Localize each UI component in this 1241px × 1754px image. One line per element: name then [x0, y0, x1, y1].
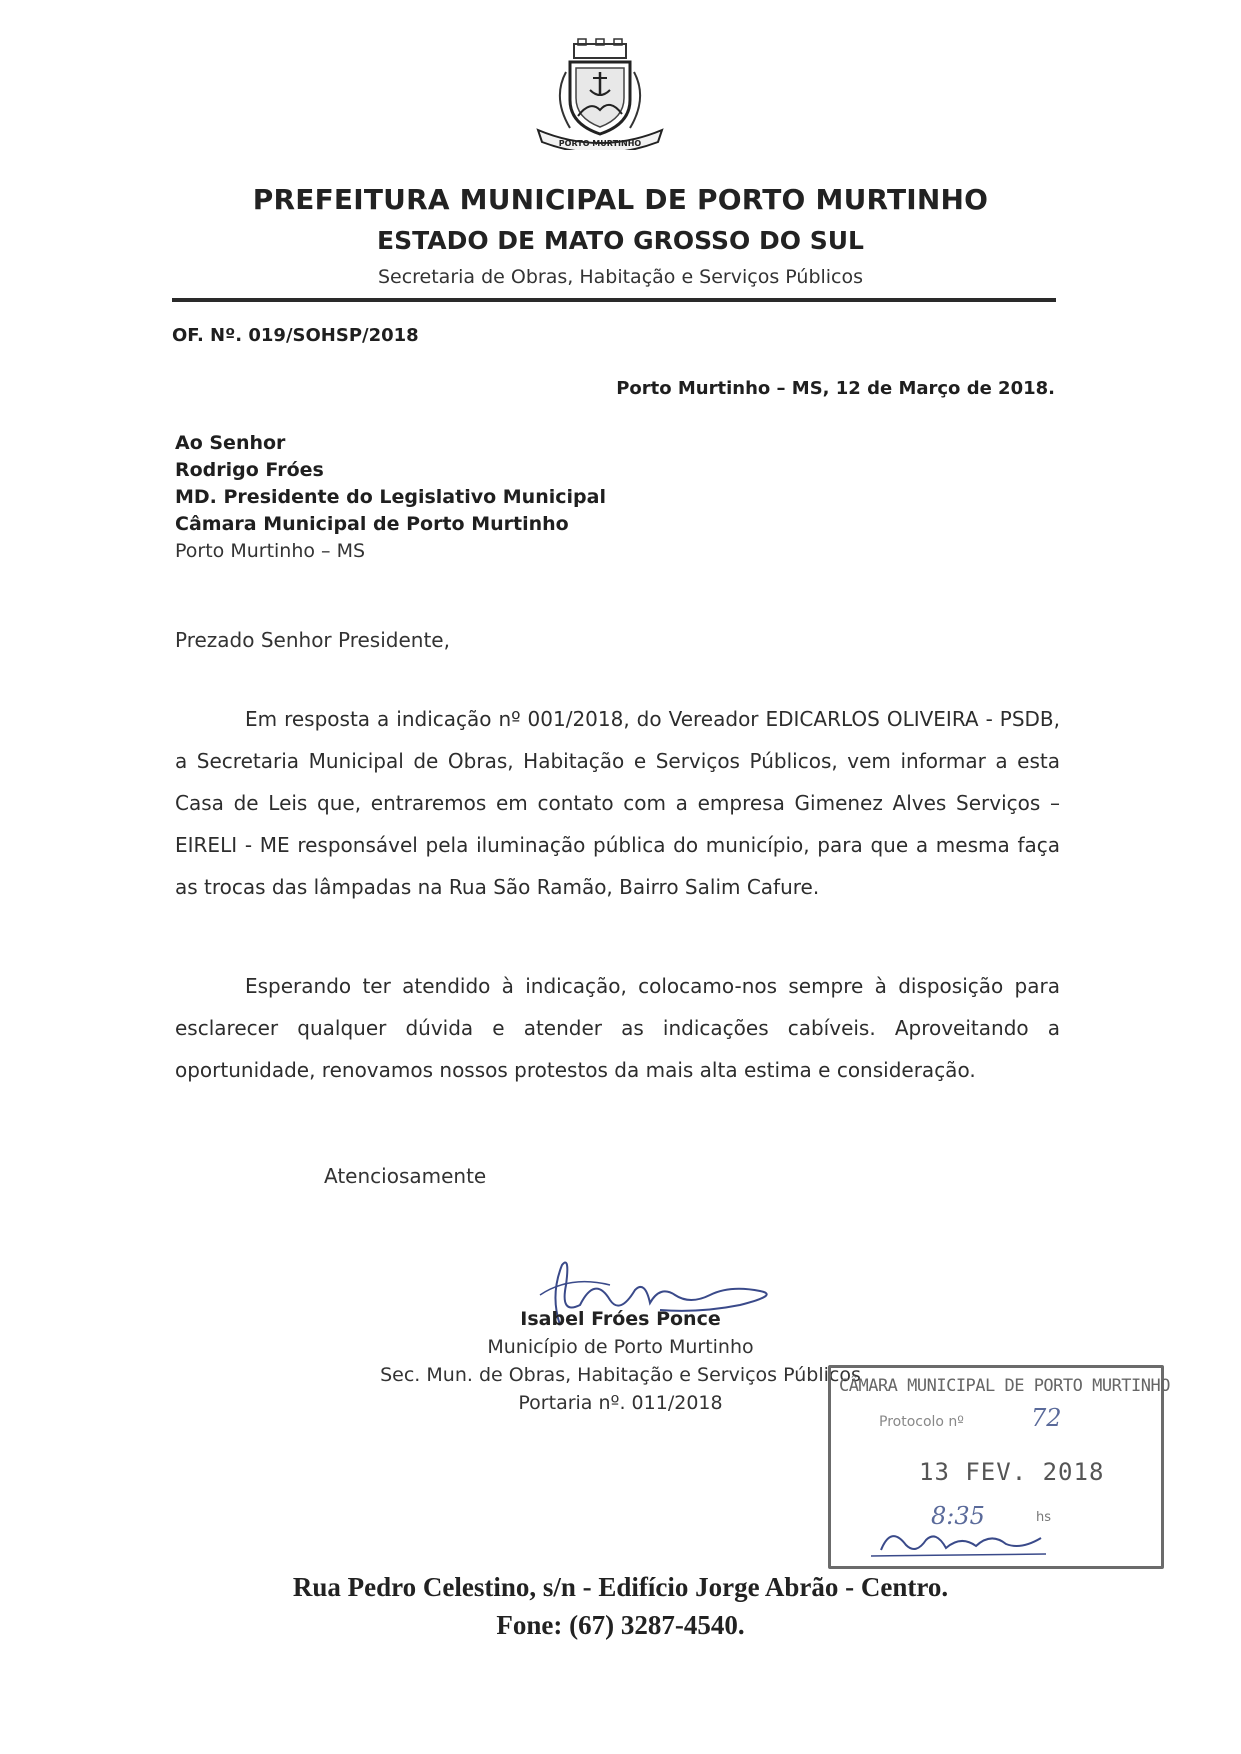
recipient-institution: Câmara Municipal de Porto Murtinho: [175, 513, 569, 535]
recipient-role: MD. Presidente do Legislativo Municipal: [175, 486, 606, 508]
stamp-date: 13 FEV. 2018: [919, 1458, 1105, 1486]
municipality-title: PREFEITURA MUNICIPAL DE PORTO MURTINHO: [252, 183, 989, 216]
stamp-protocol-number: 72: [1031, 1404, 1062, 1432]
signatory-name: Isabel Fróes Ponce: [520, 1308, 721, 1330]
signatory-line-1: Município de Porto Murtinho: [487, 1336, 754, 1358]
body-paragraph-2: [175, 965, 1060, 1091]
header-divider: [172, 298, 1056, 302]
stamp-time: 8:35: [931, 1502, 985, 1530]
letter-date: Porto Murtinho – MS, 12 de Março de 2018.: [616, 378, 1055, 399]
signatory-line-2: Sec. Mun. de Obras, Habitação e Serviços Públicos: [380, 1364, 861, 1386]
department-subtitle: Secretaria de Obras, Habitação e Serviços Públicos: [377, 266, 864, 288]
recipient-block: [175, 430, 606, 565]
body-paragraph-2-text: Esperando ter atendido à indicação, colocamo-nos sempre à disposição para esclarecer qualquer dúvida e atender as indicações cabíveis. Aproveitando a oportunidade, renovamos nossos protestos da mais alta estima e consideração.: [175, 974, 1060, 1082]
body-paragraph-1: [175, 698, 1060, 908]
recipient-name: Rodrigo Fróes: [175, 459, 324, 481]
state-subtitle: ESTADO DE MATO GROSSO DO SUL: [377, 226, 864, 255]
body-paragraph-1-text: Em resposta a indicação nº 001/2018, do Vereador EDICARLOS OLIVEIRA - PSDB, a Secretaria Municipal de Obras, Habitação e Serviços Públicos, vem informar a esta Casa de Leis que, entraremos em contato com a empresa Gimenez Alves Serviços – EIRELI - ME responsável pela iluminação pública do município, para que a mesma faça as trocas das lâmpadas na Rua São Ramão, Bairro Salim Cafure.: [175, 707, 1060, 899]
stamp-protocol-label: Protocolo nº: [879, 1414, 964, 1430]
stamp-time-unit: hs: [1036, 1510, 1052, 1525]
footer-contact: [0, 1568, 1241, 1644]
footer-address: Rua Pedro Celestino, s/n - Edifício Jorge Abrão - Centro.: [292, 1572, 949, 1602]
crest-banner-text: PORTO MURTINHO: [558, 139, 642, 148]
official-letter-number: OF. Nº. 019/SOHSP/2018: [172, 325, 419, 346]
recipient-city: Porto Murtinho – MS: [175, 540, 366, 562]
recipient-salutation: Ao Senhor: [175, 432, 286, 454]
letter-closing: Atenciosamente: [324, 1164, 487, 1188]
stamp-signature: [871, 1520, 1051, 1560]
stamp-title: CÂMARA MUNICIPAL DE PORTO MURTINHO: [839, 1376, 1170, 1396]
signatory-line-3: Portaria nº. 011/2018: [518, 1392, 723, 1414]
receipt-stamp: [828, 1365, 1170, 1569]
municipal-crest-icon: [530, 38, 670, 150]
letter-greeting: Prezado Senhor Presidente,: [175, 628, 450, 652]
footer-phone: Fone: (67) 3287-4540.: [496, 1610, 745, 1640]
